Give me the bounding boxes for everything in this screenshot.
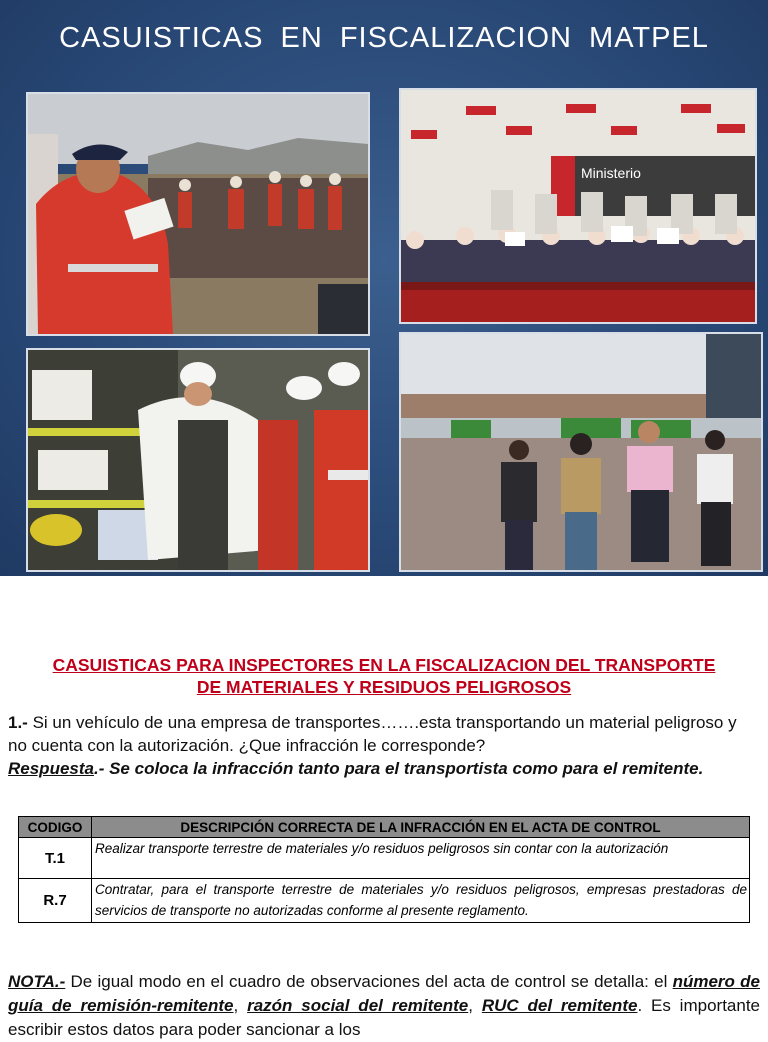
- nota-text: De igual modo en el cuadro de observaciones del acta de control se detalla: el: [65, 972, 673, 991]
- nota-separator: ,: [233, 996, 248, 1015]
- nota-label: NOTA.-: [8, 972, 66, 991]
- section-heading-line-1: CASUISTICAS PARA INSPECTORES EN LA FISCALIZACION DEL TRANSPORTE: [52, 655, 716, 675]
- infraction-description: Realizar transporte terrestre de materiales y/o residuos peligrosos sin contar con la autorización: [92, 838, 750, 879]
- section-heading: [0, 654, 768, 698]
- column-header-code: CODIGO: [19, 817, 92, 838]
- question-paragraph: [8, 711, 760, 757]
- table-header-row: [19, 817, 750, 838]
- nota-separator: ,: [468, 996, 482, 1015]
- nota-paragraph: [8, 970, 760, 1042]
- outdoor-briefing-photo: [26, 92, 370, 336]
- section-heading-line-2: DE MATERIALES Y RESIDUOS PELIGROSOS: [196, 677, 572, 697]
- table-row: [19, 838, 750, 879]
- question-number: 1.-: [8, 713, 28, 732]
- nota-item-guia: número de guía de remisión-remitente: [8, 972, 761, 1015]
- answer-text: .- Se coloca la infracción tanto para el transportista como para el remitente.: [93, 759, 704, 778]
- answer-paragraph: [8, 757, 760, 780]
- infraction-code: R.7: [19, 879, 92, 923]
- table-row: [19, 879, 750, 923]
- warehouse-inspection-photo: [26, 348, 370, 572]
- nota-item-razon: razón social del remitente: [247, 996, 469, 1015]
- infraction-table: [18, 816, 750, 923]
- infraction-code: T.1: [19, 838, 92, 879]
- column-header-description: DESCRIPCIÓN CORRECTA DE LA INFRACCIÓN EN EL ACTA DE CONTROL: [92, 817, 750, 838]
- question-text: Si un vehículo de una empresa de transportes…….esta transportando un material peligroso y no cuenta con la autorización. ¿Que infracción le corresponde?: [8, 713, 737, 755]
- banner-title: CASUISTICAS EN FISCALIZACION MATPEL: [59, 22, 709, 54]
- nota-text-continued: . Es importante escribir estos datos para poder sancionar a los: [8, 996, 761, 1039]
- infraction-description: Contratar, para el transporte terrestre de materiales y/o residuos peligrosos, empresas prestadoras de servicios de transporte no autorizadas conforme al presente reglamento.: [92, 879, 750, 923]
- nota-item-ruc: RUC del remitente: [481, 996, 638, 1015]
- ministry-ceremony-photo: [399, 88, 757, 324]
- svg-text:Ministerio: Ministerio: [581, 165, 641, 181]
- answer-label: Respuesta: [8, 759, 94, 778]
- truck-yard-photo: [399, 332, 763, 572]
